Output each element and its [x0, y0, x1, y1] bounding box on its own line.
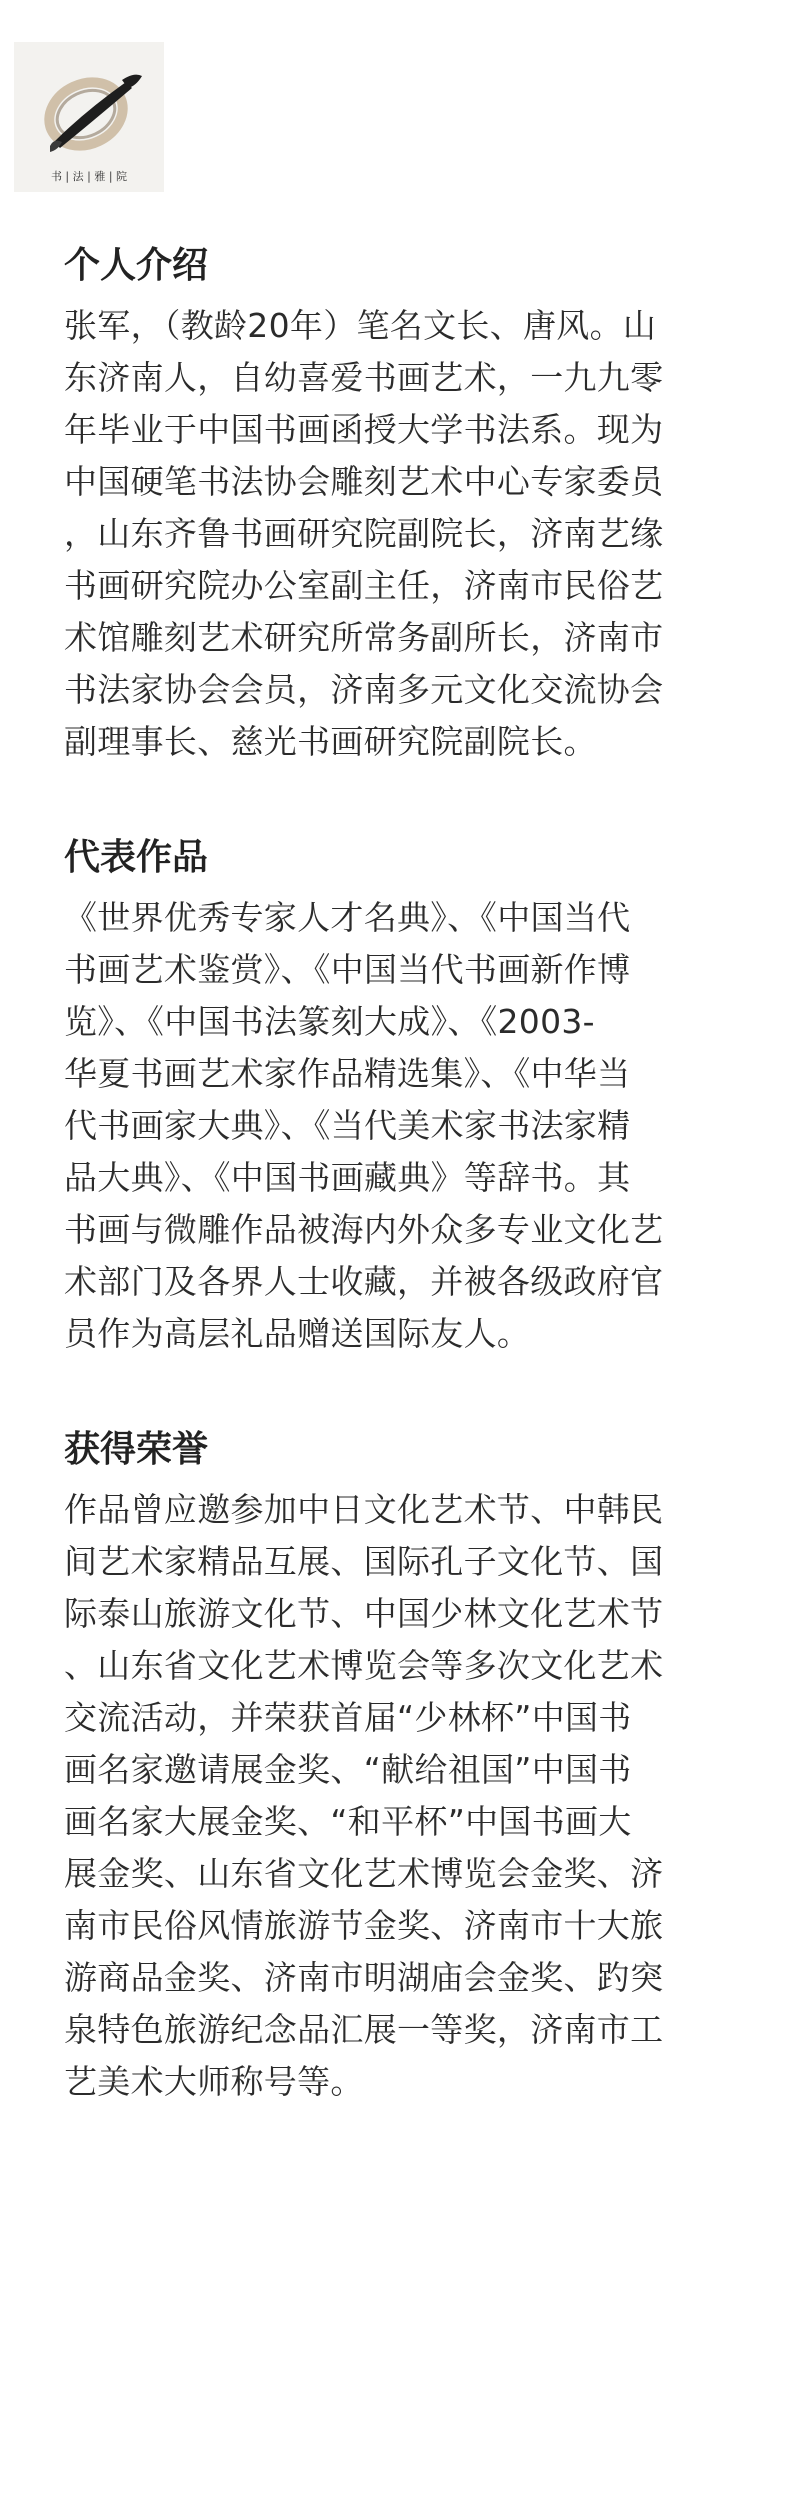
section-body: 作品曾应邀参加中日文化艺术节、中韩民 间艺术家精品互展、国际孔子文化节、国 际泰山旅游文化节、中国少林文化艺术节 、山东省文化艺术博览会等多次文化艺术 交流活动，并荣获首届“少林杯”中国书 画名家邀请展金奖、“献给祖国”中国书 画名家大展金奖、“和平杯”中国书画大 展金奖、山东省文化艺术博览会金奖、济 南市民俗风情旅游节金奖、济南市十大旅 游商品金奖、济南市明湖庙会金奖、趵突 泉特色旅游纪念品汇展一等奖，济南市工 艺美术大师称号等。 — [64, 1490, 664, 2101]
section-body: 张军，（教龄20年）笔名文长、唐风。山 东济南人，自幼喜爱书画艺术，一九九零 年毕业于中国书画函授大学书法系。现为 中国硬笔书法协会雕刻艺术中心专家委员 ，山东齐鲁书画研究院副院长，济南艺缘 书画研究院办公室副主任，济南市民俗艺 术馆雕刻艺术研究所常务副所长，济南市 书法家协会会员，济南多元文化交流协会 副理事长、慈光书画研究院副院长。 — [64, 306, 664, 761]
section-representative-works — [64, 830, 754, 1360]
section-title: 个人介绍 — [64, 245, 209, 286]
section-title: 获得荣誉 — [64, 1429, 209, 1470]
section-body: 《世界优秀专家人才名典》、《中国当代 书画艺术鉴赏》、《中国当代书画新作博 览》、《中国书法篆刻大成》、《2003- 华夏书画艺术家作品精选集》、《中华当 代书画家大典》、《当代美术家书法家精 品大典》、《中国书画藏典》等辞书。其 书画与微雕作品被海内外众多专业文化艺 术部门及各界人士收藏，并被各级政府官 员作为高层礼品赠送国际友人。 — [64, 898, 664, 1353]
section-personal-intro — [64, 238, 754, 768]
main-content — [64, 238, 754, 2170]
section-title: 代表作品 — [64, 837, 209, 878]
ink-brush-logo-icon — [14, 42, 164, 192]
logo-text: 书 | 法 | 雅 | 院 — [50, 170, 128, 183]
section-honors — [64, 1422, 754, 2108]
logo — [14, 42, 164, 192]
